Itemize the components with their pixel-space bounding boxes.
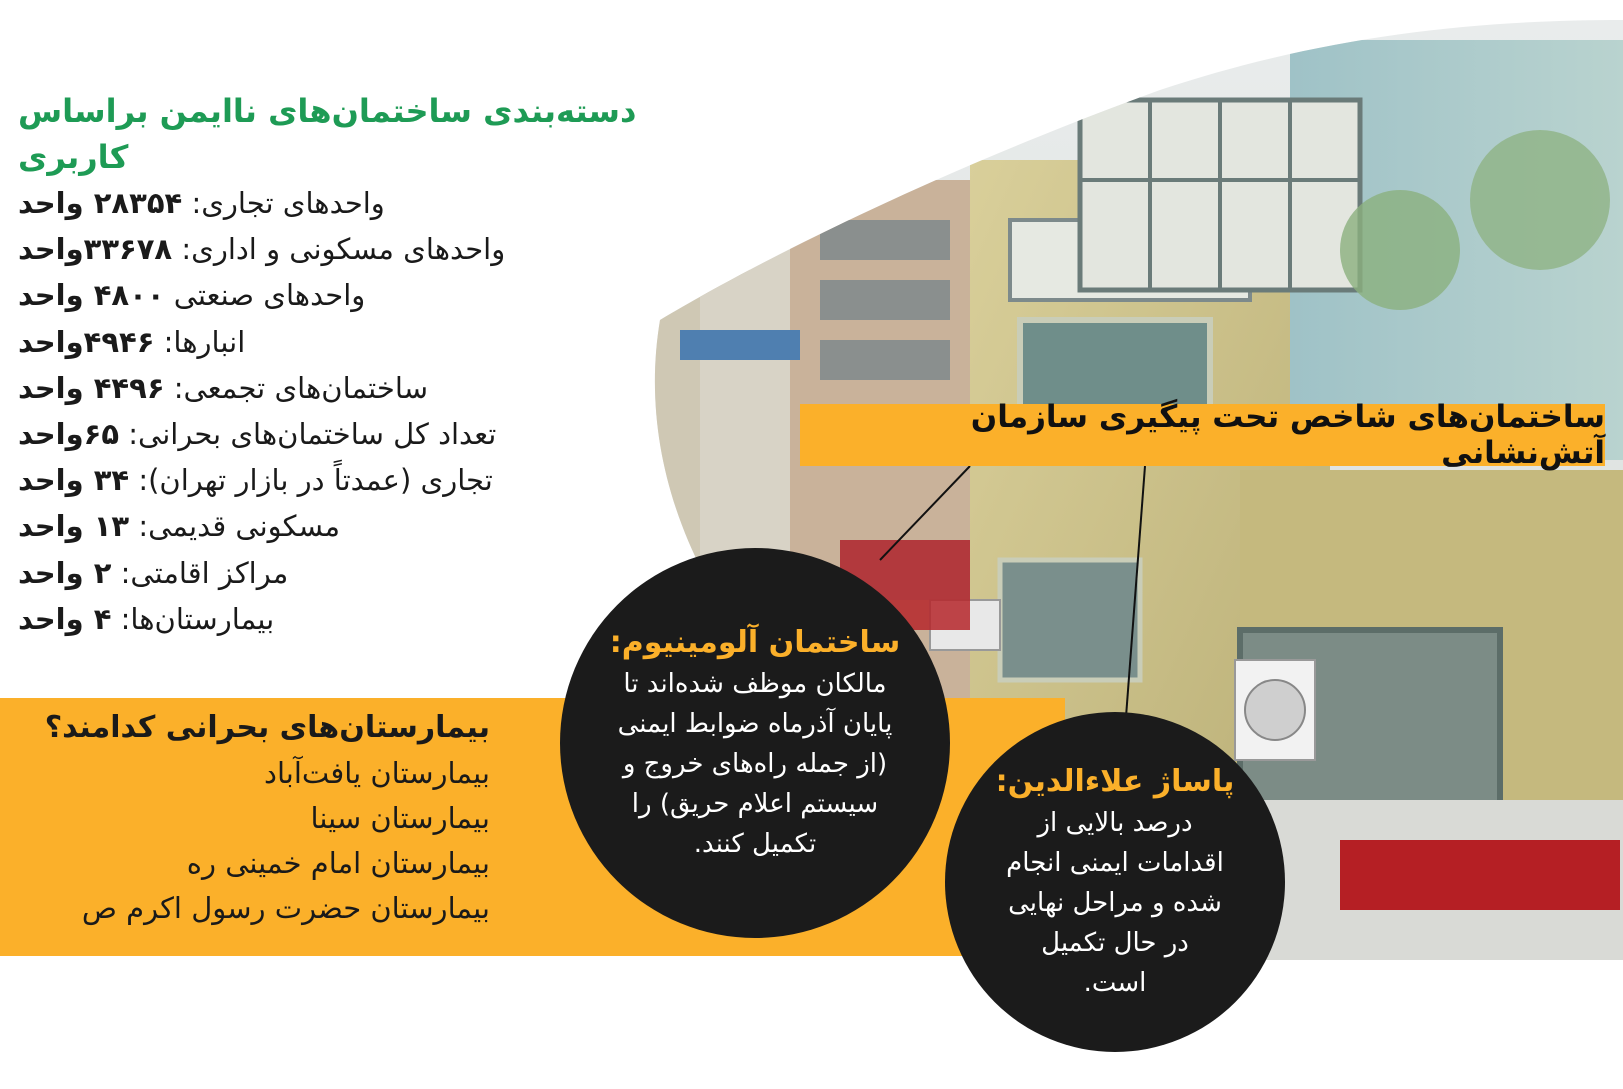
stat-label: تجاری (عمدتاً در بازار تهران): (138, 463, 493, 498)
stat-value: ۴۸۰۰ واحد (18, 278, 165, 313)
callout-line-text: شده و مراحل نهایی (1008, 888, 1222, 918)
stat-label: واحدهای مسکونی و اداری: (181, 232, 506, 267)
stat-value: ۶۵واحد (18, 417, 120, 452)
stat-label: بیمارستان‌ها: (120, 601, 275, 636)
callout-line-text: است. (1083, 968, 1147, 998)
callout-line-text: اقدامات ایمنی انجام (1006, 848, 1224, 878)
stat-label: مسکونی قدیمی: (138, 509, 341, 544)
hospital-item: بیمارستان یافت‌آباد (264, 756, 490, 790)
stat-label: مراکز اقامتی: (120, 555, 289, 590)
landmark-buildings-tag (800, 399, 1605, 471)
aluminium-building-callout (560, 548, 950, 938)
callout-line-text: (از جمله راه‌های خروج و (622, 749, 888, 779)
stat-value: ۴۴۹۶ واحد (18, 370, 165, 405)
callout-body (605, 664, 905, 864)
alaeddin-passage-callout (945, 712, 1285, 1052)
stat-value: ۴۹۴۶واحد (18, 324, 155, 359)
callout-line-text: در حال تکمیل (1041, 928, 1189, 958)
stat-value: ۴ واحد (18, 601, 112, 636)
stat-label: واحدهای صنعتی (173, 278, 366, 313)
hospital-item: بیمارستان امام خمینی ره (186, 846, 490, 880)
hospital-item: بیمارستان حضرت رسول اکرم ص (81, 891, 490, 925)
callout-title: ساختمان آلومینیوم: (609, 625, 901, 660)
stat-value: ۳۴ واحد (18, 463, 130, 498)
stat-value: ۲ واحد (18, 555, 112, 590)
callout-line (880, 466, 970, 560)
callout-line (1125, 466, 1145, 730)
hospitals-title: بیمارستان‌های بحرانی کدامند؟ (44, 710, 490, 745)
tag-label: ساختمان‌های شاخص تحت پیگیری سازمان آتش‌نشانی (970, 399, 1605, 471)
stat-value: ۱۳ واحد (18, 509, 130, 544)
stat-label: تعداد کل ساختمان‌های بحرانی: (128, 417, 497, 452)
callout-line-text: تکمیل کنند. (693, 829, 817, 859)
callout-line-text: سیستم اعلام حریق) را (631, 789, 879, 819)
hospital-item: بیمارستان سینا (310, 801, 490, 835)
callout-line-text: درصد بالایی از (1037, 808, 1193, 838)
callout-body (990, 803, 1240, 1003)
stat-value: ۲۸۳۵۴ واحد (18, 186, 183, 220)
callout-line-text: مالکان موظف شده‌اند تا (623, 669, 887, 699)
callout-line-text: پایان آذرماه ضوابط ایمنی (617, 709, 893, 739)
stat-label: ساختمان‌های تجمعی: (173, 370, 428, 405)
stat-label: انبارها: (163, 324, 246, 359)
callout-title: پاساژ علاءالدین: (995, 764, 1235, 799)
stat-label: واحدهای تجاری: (191, 186, 385, 220)
stats-title: دسته‌بندی ساختمان‌های ناایمن براساس کاربری (18, 92, 637, 176)
stat-value: ۳۳۶۷۸واحد (18, 232, 173, 267)
